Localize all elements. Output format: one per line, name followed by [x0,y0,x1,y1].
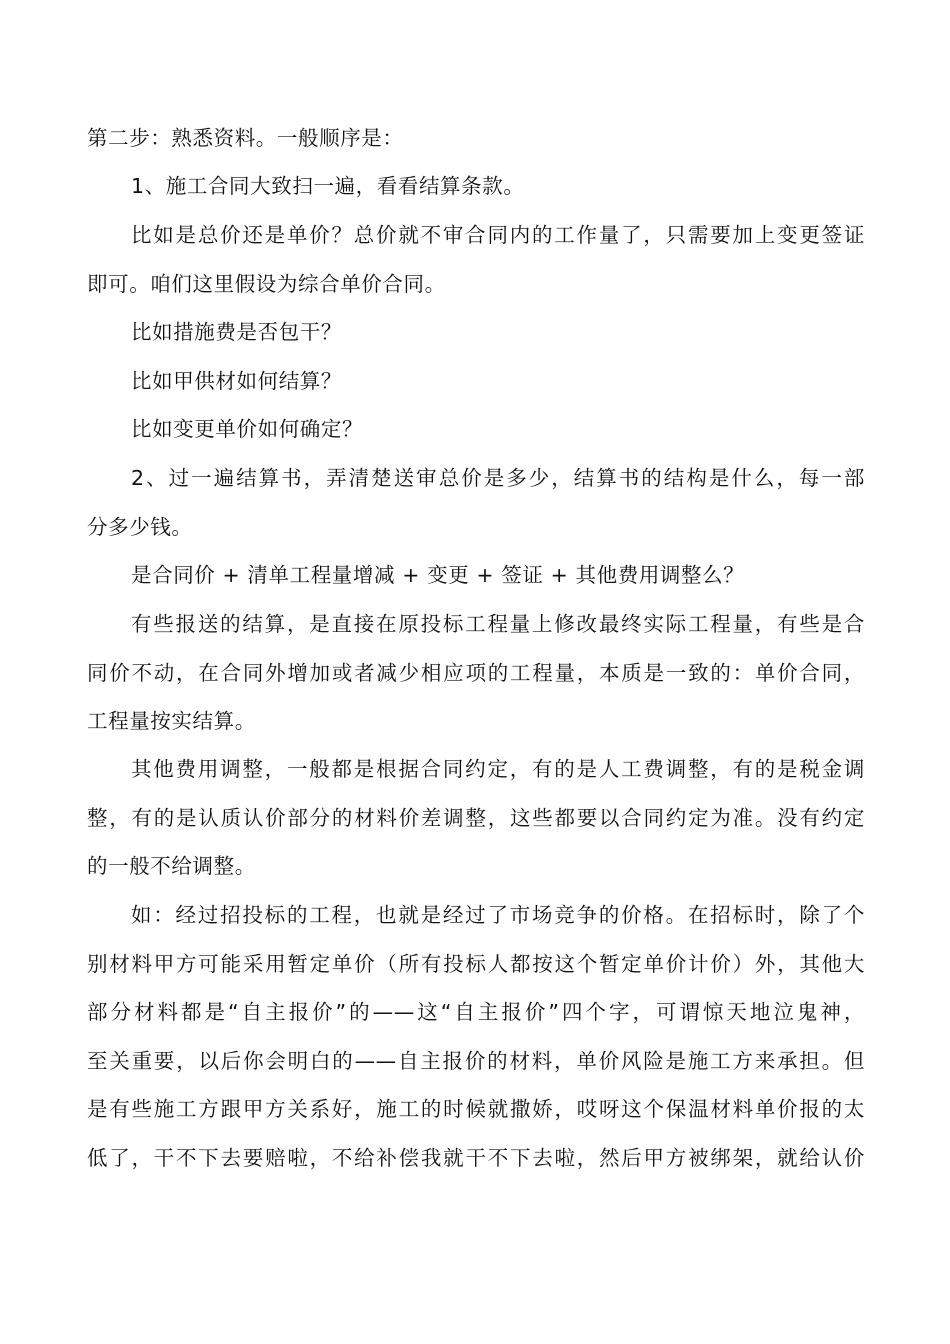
text-line: 部分材料都是“自主报价”的——这“自主报价”四个字，可谓惊天地泣鬼神， [87,1000,865,1024]
paragraph [87,318,865,367]
text-line: 比如甲供材如何结算？ [131,369,342,393]
text-line: 如：经过招投标的工程，也就是经过了市场竞争的价格。在招标时，除了个 [131,903,865,927]
text-line: 有些报送的结算，是直接在原投标工程量上修改最终实际工程量，有些是合 [131,612,865,636]
text-line: 第二步：熟悉资料。一般顺序是： [87,126,404,150]
text-line: 比如变更单价如何确定？ [131,417,364,441]
section-heading [87,124,865,173]
text-line: 1、施工合同大致扫一遍，看看结算条款。 [131,174,525,198]
text-line: 同价不动，在合同外增加或者减少相应项的工程量，本质是一致的：单价合同， [87,660,865,685]
text-line: 即可。咱们这里假设为综合单价合同。 [87,271,446,296]
paragraph [87,901,865,1192]
paragraph [87,221,865,318]
paragraph [87,464,865,561]
paragraph [87,610,865,756]
text-line: 其他费用调整，一般都是根据合同约定，有的是人工费调整，有的是税金调 [131,757,865,781]
text-line: 至关重要，以后你会明白的——自主报价的材料，单价风险是施工方来承担。但 [87,1048,865,1073]
text-line: 比如是总价还是单价？总价就不审合同内的工作量了，只需要加上变更签证 [131,223,865,247]
text-line: 工程量按实结算。 [87,709,256,733]
paragraph [87,367,865,416]
text-line: 整，有的是认质认价部分的材料价差调整，这些都要以合同约定为准。没有约定 [87,805,865,830]
text-line: 分多少钱。 [87,514,193,539]
text-line: 的一般不给调整。 [87,854,256,878]
text-line: 别材料甲方可能采用暂定单价（所有投标人都按这个暂定单价计价）外，其他大 [87,951,865,976]
paragraph [87,172,865,221]
text-line: 比如措施费是否包干？ [131,320,342,344]
text-line: 2、过一遍结算书，弄清楚送审总价是多少，结算书的结构是什么，每一部 [131,466,865,490]
text-line: 低了，干不下去要赔啦，不给补偿我就干不下去啦，然后甲方被绑架，就给认价 [87,1145,865,1170]
paragraph [87,755,865,901]
text-line: 是合同价 + 清单工程量增减 + 变更 + 签证 + 其他费用调整么？ [131,563,745,587]
text-line: 是有些施工方跟甲方关系好，施工的时候就撒娇，哎呀这个保温材料单价报的太 [87,1097,865,1121]
paragraph [87,561,865,610]
paragraph [87,415,865,464]
